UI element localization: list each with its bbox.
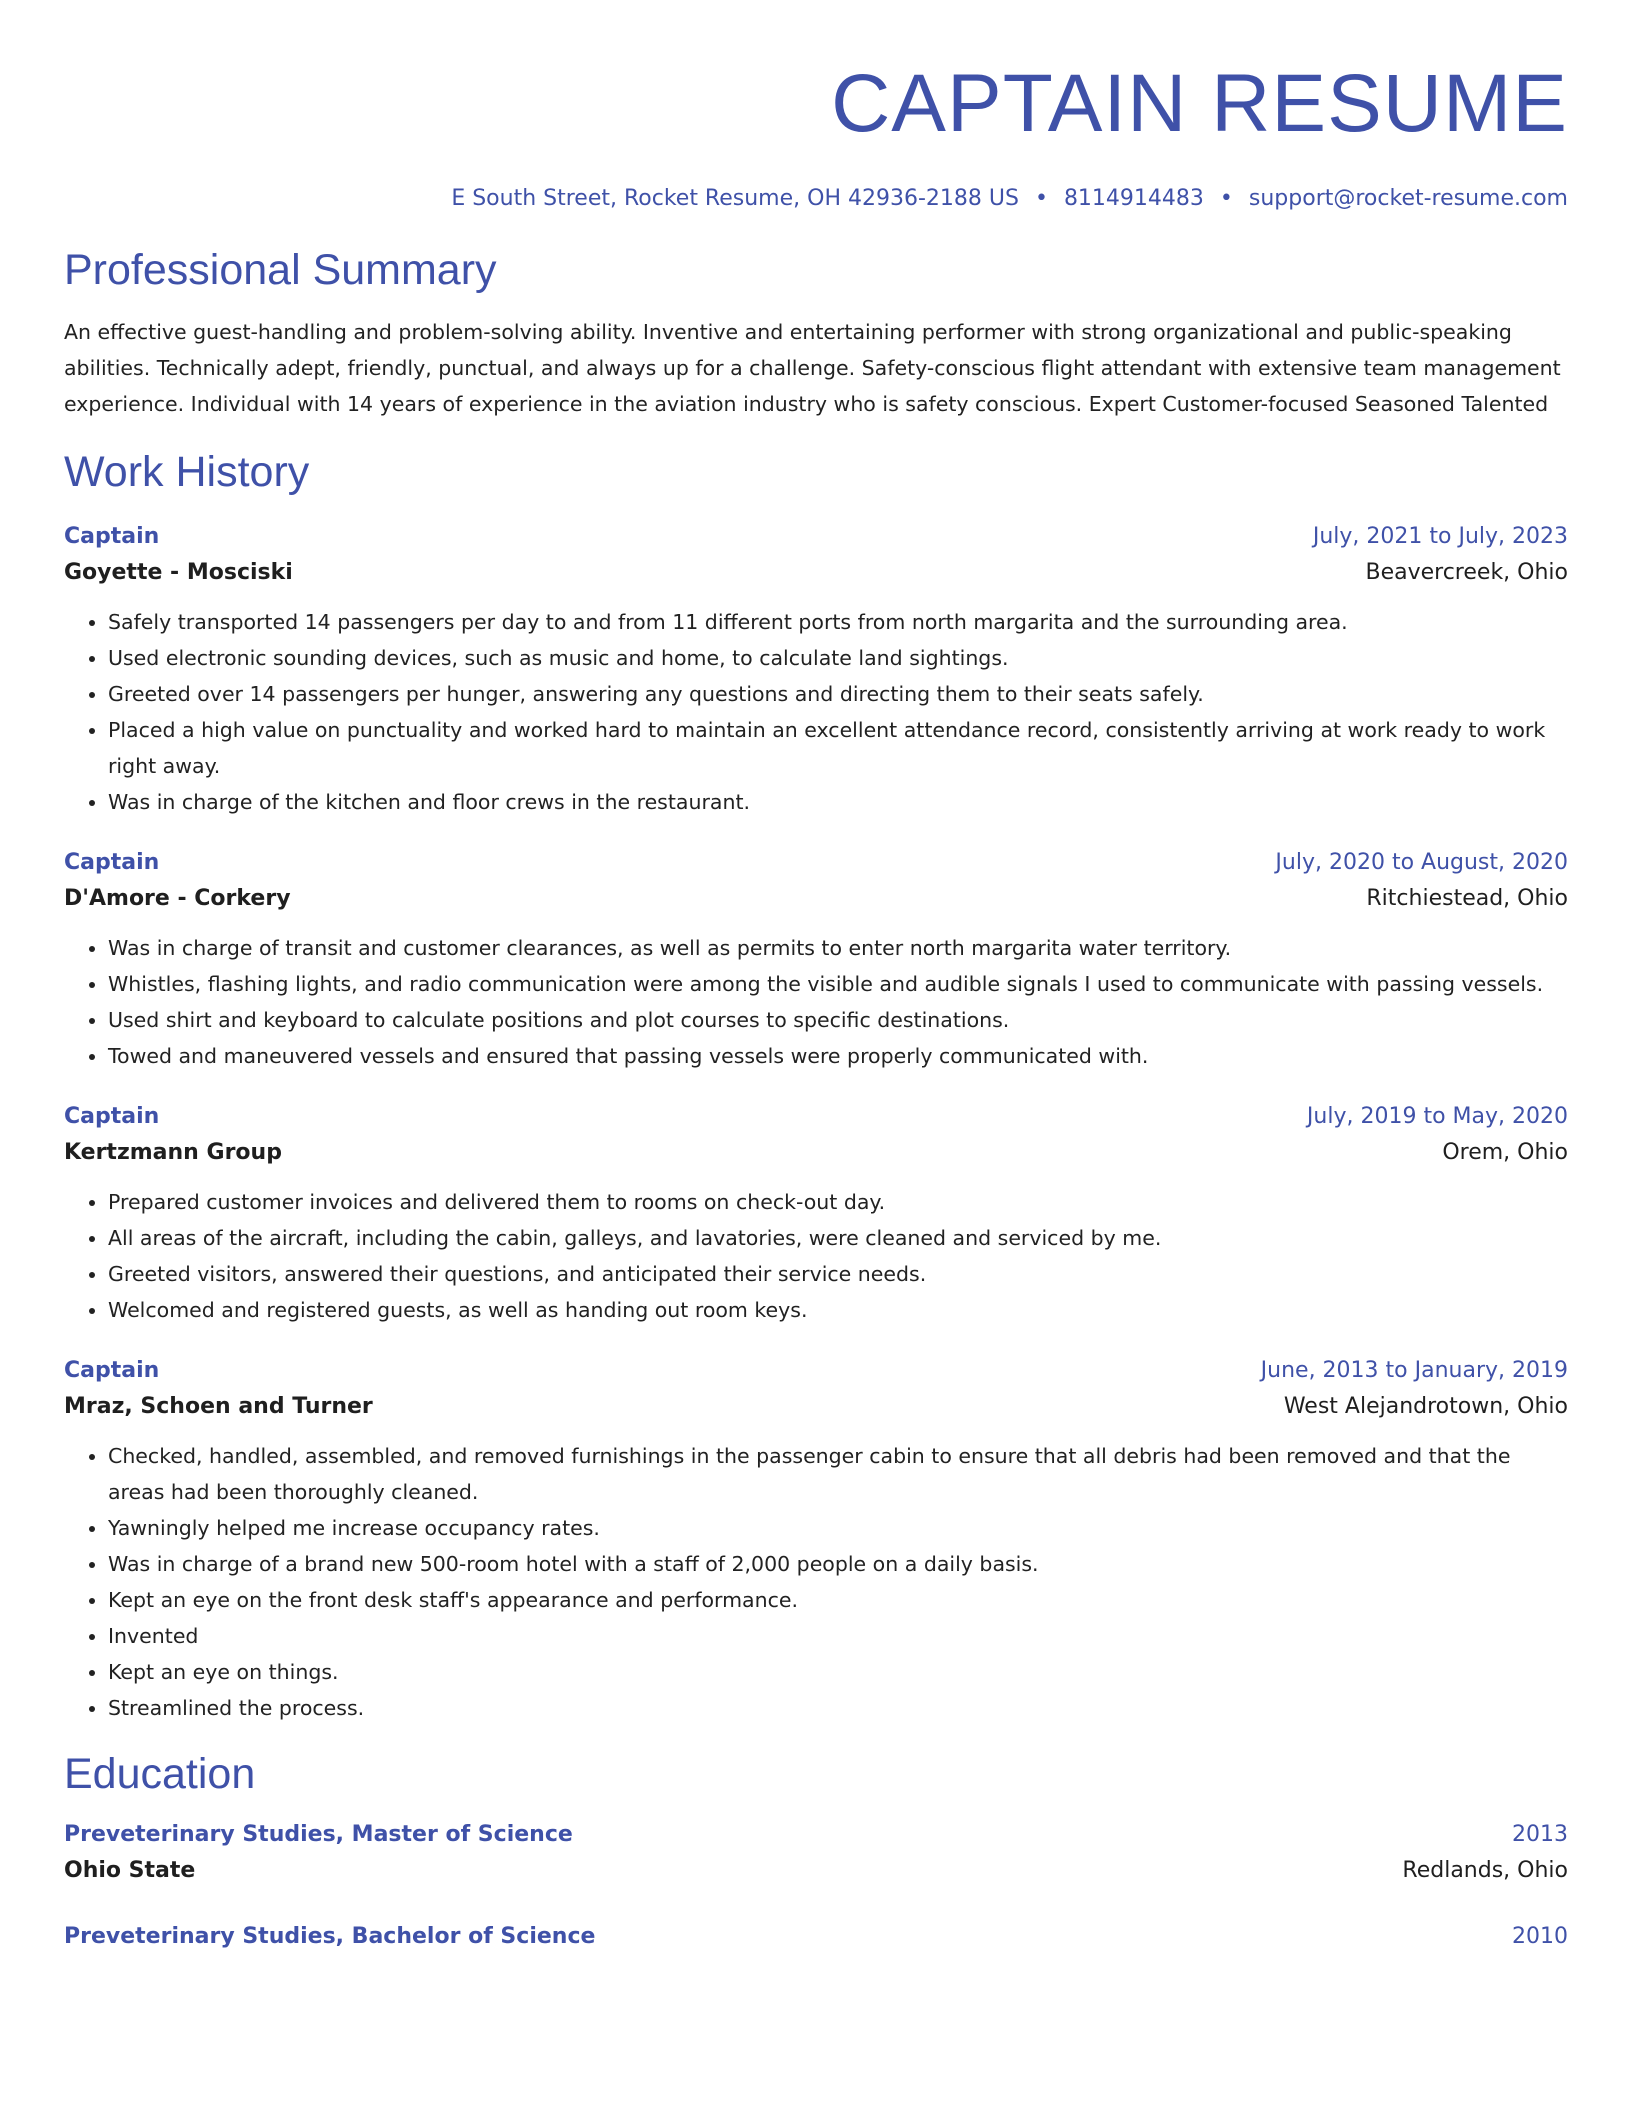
job-company-row (64, 1134, 1568, 1172)
contact-separator: • (1219, 186, 1233, 211)
job-bullet: • Whistles, flashing lights, and radio communication were among the visible and audible signals I used to communicate with passing vessels. (108, 966, 1568, 1002)
job-bullet: • Greeted over 14 passengers per hunger, answering any questions and directing them to their seats safely. (108, 676, 1568, 712)
job-bullet: • Streamlined the process. (108, 1690, 1568, 1726)
job-bullet: • Prepared customer invoices and delivered them to rooms on check-out day. (108, 1184, 1568, 1220)
job-company-row (64, 554, 1568, 592)
job-entry (64, 1100, 1568, 1328)
education-header-row (64, 1818, 1568, 1852)
job-bullet: • Yawningly helped me increase occupancy rates. (108, 1510, 1568, 1546)
job-header-row (64, 1354, 1568, 1388)
job-bullet: • Towed and maneuvered vessels and ensured that passing vessels were properly communicated with. (108, 1038, 1568, 1074)
section-title-education: Education (64, 1750, 256, 1798)
job-bullets (64, 604, 1568, 820)
contact-separator: • (1034, 186, 1048, 211)
company-name: D'Amore - Corkery (64, 886, 291, 911)
job-title: Captain (64, 1358, 160, 1383)
job-header-row (64, 520, 1568, 554)
education-entry (64, 1920, 1568, 1954)
job-company-row (64, 880, 1568, 918)
job-dates: July, 2021 to July, 2023 (1312, 524, 1568, 549)
job-title: Captain (64, 850, 160, 875)
job-company-row (64, 1388, 1568, 1426)
company-name: Goyette - Mosciski (64, 560, 293, 585)
job-location: Ritchiestead, Ohio (1366, 886, 1568, 911)
job-bullets (64, 1438, 1568, 1726)
job-bullet: • Used electronic sounding devices, such as music and home, to calculate land sightings. (108, 640, 1568, 676)
education-header-row (64, 1920, 1568, 1954)
job-bullet: • Safely transported 14 passengers per day to and from 11 different ports from north margarita and the surrounding area. (108, 604, 1568, 640)
job-bullet: • Checked, handled, assembled, and removed furnishings in the passenger cabin to ensure that all debris had been removed and that the areas had been thoroughly cleaned. (108, 1438, 1568, 1510)
job-bullet: • Placed a high value on punctuality and worked hard to maintain an excellent attendance record, consistently arriving at work ready to work right away. (108, 712, 1568, 784)
education-school: Ohio State (64, 1858, 196, 1883)
summary-text: An effective guest-handling and problem-solving ability. Inventive and entertaining performer with strong organizational and public-speaking abilities. Technically adept, friendly, punctual, and always up for a challenge. Safety-conscious flight attendant with extensive team management experience. Individual with 14 years of experience in the aviation industry who is safety conscious. Expert Customer-focused Seasoned Talented (64, 320, 1561, 416)
job-dates: July, 2019 to May, 2020 (1306, 1104, 1568, 1129)
job-location: West Alejandrotown, Ohio (1283, 1394, 1568, 1419)
education-school-row (64, 1852, 1568, 1890)
education-list (64, 1818, 1568, 1954)
job-bullet: • Kept an eye on the front desk staff's appearance and performance. (108, 1582, 1568, 1618)
job-title: Captain (64, 1104, 160, 1129)
section-title-work-history: Work History (64, 448, 310, 496)
work-history-list (64, 520, 1568, 1726)
job-location: Orem, Ohio (1442, 1140, 1568, 1165)
job-title: Captain (64, 524, 160, 549)
job-bullet: • Was in charge of a brand new 500-room hotel with a staff of 2,000 people on a daily basis. (108, 1546, 1568, 1582)
job-location: Beavercreek, Ohio (1365, 560, 1568, 585)
company-name: Mraz, Schoen and Turner (64, 1394, 373, 1419)
education-degree: Preveterinary Studies, Bachelor of Science (64, 1924, 596, 1949)
education-degree: Preveterinary Studies, Master of Science (64, 1822, 573, 1847)
education-entry (64, 1818, 1568, 1890)
job-bullet: • Used shirt and keyboard to calculate positions and plot courses to specific destinations. (108, 1002, 1568, 1038)
job-bullet: • All areas of the aircraft, including the cabin, galleys, and lavatories, were cleaned and serviced by me. (108, 1220, 1568, 1256)
job-header-row (64, 846, 1568, 880)
section-title-summary: Professional Summary (64, 246, 497, 294)
job-dates: June, 2013 to January, 2019 (1260, 1358, 1568, 1383)
education-location: Redlands, Ohio (1402, 1858, 1568, 1883)
job-bullet: • Was in charge of transit and customer clearances, as well as permits to enter north margarita water territory. (108, 930, 1568, 966)
job-bullet: • Kept an eye on things. (108, 1654, 1568, 1690)
job-bullet: • Invented (108, 1618, 1568, 1654)
contact-line (64, 184, 1568, 214)
job-bullets (64, 1184, 1568, 1328)
contact-phone: 8114914483 (1063, 186, 1204, 211)
job-bullet: • Was in charge of the kitchen and floor crews in the restaurant. (108, 784, 1568, 820)
job-entry (64, 1354, 1568, 1726)
company-name: Kertzmann Group (64, 1140, 282, 1165)
contact-address: E South Street, Rocket Resume, OH 42936-2188 US (451, 186, 1019, 211)
education-year: 2013 (1512, 1822, 1568, 1847)
job-bullet: • Greeted visitors, answered their questions, and anticipated their service needs. (108, 1256, 1568, 1292)
candidate-name: CAPTAIN RESUME (831, 58, 1568, 149)
contact-email: support@rocket-resume.com (1248, 186, 1568, 211)
job-bullets (64, 930, 1568, 1074)
job-entry (64, 846, 1568, 1074)
job-dates: July, 2020 to August, 2020 (1275, 850, 1568, 875)
education-year: 2010 (1512, 1924, 1568, 1949)
job-header-row (64, 1100, 1568, 1134)
job-entry (64, 520, 1568, 820)
job-bullet: • Welcomed and registered guests, as well as handing out room keys. (108, 1292, 1568, 1328)
